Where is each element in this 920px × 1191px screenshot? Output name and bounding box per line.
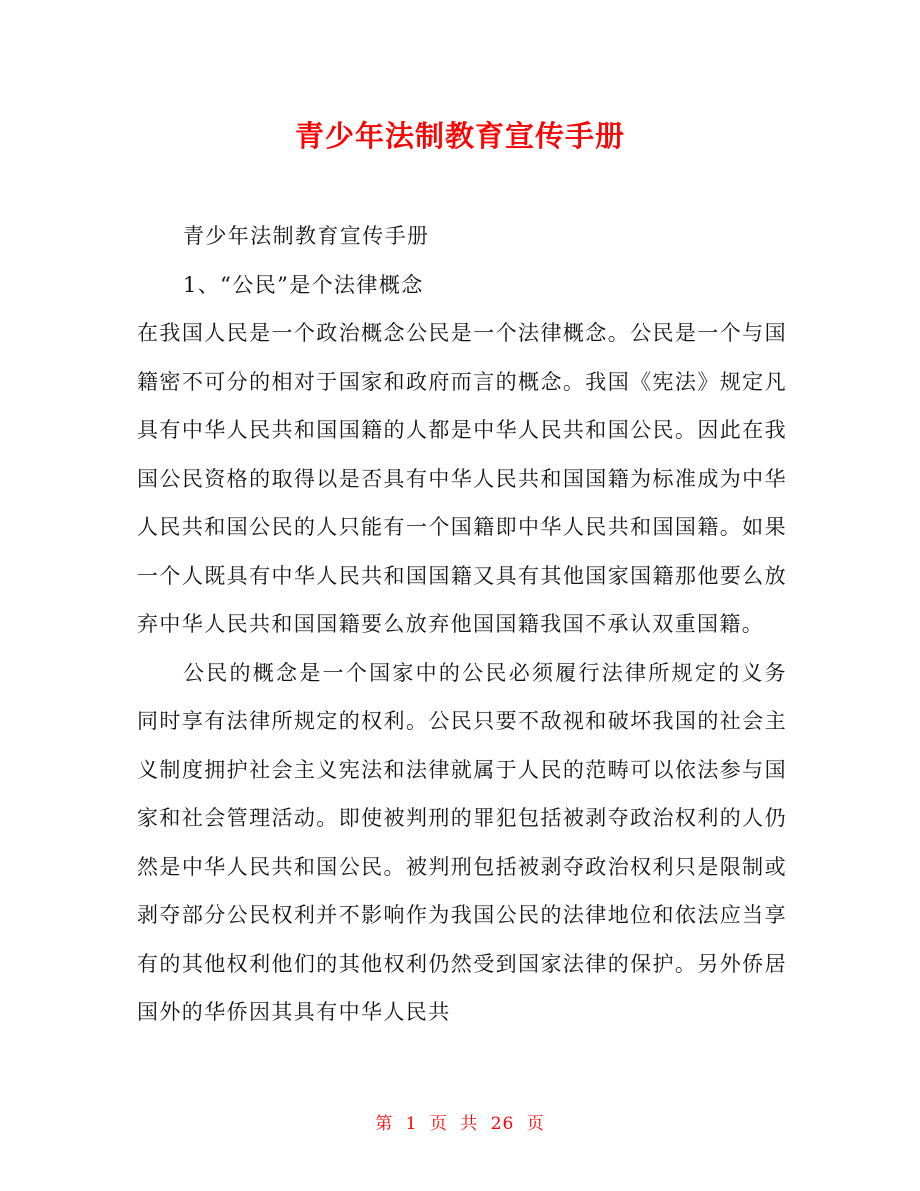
total-pages-number: 26: [490, 1114, 515, 1134]
footer-page-word: 页: [429, 1114, 448, 1134]
footer-prefix: 第: [375, 1114, 394, 1134]
footer-suffix: 页: [526, 1114, 545, 1134]
section-heading: 1、“公民”是个法律概念: [183, 272, 424, 297]
body-paragraph: 在我国人民是一个政治概念公民是一个法律概念。公民是一个与国籍密不可分的相对于国家和政府而言的概念。我国《宪法》规定凡具有中华人民共和国国籍的人都是中华人民共和国公民。因此在我国公民资格的取得以是否具有中华人民共和国国籍为标准成为中华人民共和国公民的人只能有一个国籍即中华人民共和国国籍。如果一个人既具有中华人民共和国国籍又具有其他国家国籍那他要么放弃中华人民共和国国籍要么放弃他国国籍我国不承认双重国籍。: [137, 321, 787, 636]
page-number-footer: [0, 1112, 920, 1136]
current-page-number: 1: [405, 1114, 418, 1134]
document-body: [137, 212, 787, 1037]
footer-total-word: 共: [460, 1114, 479, 1134]
document-title: 青少年法制教育宣传手册: [294, 119, 625, 153]
body-paragraph: 公民的概念是一个国家中的公民必须履行法律所规定的义务同时享有法律所规定的权利。公民只要不敌视和破坏我国的社会主义制度拥护社会主义宪法和法律就属于人民的范畴可以依法参与国家和社会管理活动。即使被判刑的罪犯包括被剥夺政治权利的人仍然是中华人民共和国公民。被判刑包括被剥夺政治权利只是限制或剥夺部分公民权利并不影响作为我国公民的法律地位和依法应当享有的其他权利他们的其他权利仍然受到国家法律的保护。另外侨居国外的华侨因其具有中华人民共: [137, 660, 787, 1024]
body-subtitle: 青少年法制教育宣传手册: [183, 224, 430, 248]
